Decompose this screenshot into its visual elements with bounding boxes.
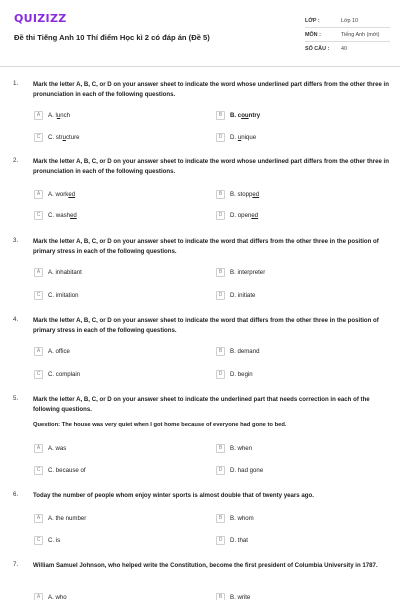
meta-row-count xyxy=(305,42,390,56)
option-text: B. interpreter xyxy=(230,268,266,276)
option-a[interactable] xyxy=(34,109,70,121)
question-number: 5. xyxy=(13,395,19,402)
meta-value: 40 xyxy=(341,46,347,52)
option-a[interactable] xyxy=(34,442,66,454)
option-text: D. that xyxy=(230,536,248,544)
option-c[interactable] xyxy=(34,368,80,380)
option-text: C. structure xyxy=(48,133,80,141)
option-b[interactable] xyxy=(216,266,265,278)
option-a[interactable] xyxy=(34,188,75,200)
option-text: B. whom xyxy=(230,514,254,522)
question-text: Mark the letter A, B, C, or D on your answer sheet to indicate the word that differs from the other three in the position of primary stress in each of the following questions. xyxy=(33,238,379,255)
question-number: 7. xyxy=(13,561,19,568)
option-letter-box: D xyxy=(216,291,225,300)
option-text: C. imitation xyxy=(48,291,79,299)
question-text: William Samuel Johnson, who helped write the Constitution, become the first president of Columbia University in 1787. xyxy=(33,562,378,569)
option-letter-box: A xyxy=(34,268,43,277)
option-text: B. write xyxy=(230,593,251,600)
question-text: Mark the letter A, B, C, or D on your answer sheet to indicate the word that differs from the other three in the position of primary stress in each of the following questions. xyxy=(33,317,379,334)
option-d[interactable] xyxy=(216,289,255,301)
option-letter-box: A xyxy=(34,514,43,523)
option-c[interactable] xyxy=(34,209,77,221)
option-b[interactable] xyxy=(216,109,260,121)
option-text: A. worked xyxy=(48,190,76,198)
option-text: B. demand xyxy=(230,347,260,355)
option-letter-box: A xyxy=(34,444,43,453)
option-d[interactable] xyxy=(216,534,248,546)
option-letter-box: C xyxy=(34,536,43,545)
option-b[interactable] xyxy=(216,345,259,357)
option-text: A. inhabitant xyxy=(48,268,82,276)
option-letter-box: C xyxy=(34,466,43,475)
option-letter-box: B xyxy=(216,268,225,277)
meta-value: Tiếng Anh (mới) xyxy=(341,31,380,38)
header-divider xyxy=(0,66,400,67)
option-letter-box: A xyxy=(34,593,43,600)
option-letter-box: B xyxy=(216,593,225,600)
option-b[interactable] xyxy=(216,512,254,524)
meta-value: Lớp 10 xyxy=(341,17,359,24)
question-number: 2. xyxy=(13,157,19,164)
option-text: B. country xyxy=(230,111,261,119)
option-a[interactable] xyxy=(34,512,86,524)
quizizz-logo: QUIZIZZ xyxy=(14,12,67,25)
option-text: A. the number xyxy=(48,514,87,522)
option-a[interactable] xyxy=(34,345,70,357)
document-header xyxy=(0,0,400,62)
question-text: Today the number of people whom enjoy winter sports is almost double that of twenty years ago. xyxy=(33,492,314,499)
option-c[interactable] xyxy=(34,534,60,546)
option-letter-box: C xyxy=(34,133,43,142)
option-c[interactable] xyxy=(34,131,80,143)
option-text: D. unique xyxy=(230,133,257,141)
meta-label: SỐ CÂU : xyxy=(305,46,330,52)
option-a[interactable] xyxy=(34,266,82,278)
option-letter-box: B xyxy=(216,190,225,199)
option-text: C. because of xyxy=(48,466,86,474)
option-text: A. lunch xyxy=(48,111,71,119)
option-d[interactable] xyxy=(216,209,258,221)
option-d[interactable] xyxy=(216,464,263,476)
question-number: 6. xyxy=(13,491,19,498)
option-letter-box: C xyxy=(34,370,43,379)
meta-label: MÔN : xyxy=(305,31,321,38)
option-letter-box: B xyxy=(216,347,225,356)
question-text: Mark the letter A, B, C, or D on your answer sheet to indicate the word whose underlined part differs from the other three in pronunciation in each of the following questions. xyxy=(33,81,389,98)
meta-label: LỚP : xyxy=(305,17,320,24)
option-text: C. washed xyxy=(48,211,77,219)
option-text: D. begin xyxy=(230,370,253,378)
option-text: C. is xyxy=(48,536,61,544)
option-letter-box: B xyxy=(216,111,225,120)
option-letter-box: D xyxy=(216,211,225,220)
option-letter-box: A xyxy=(34,111,43,120)
option-letter-box: C xyxy=(34,291,43,300)
question-number: 3. xyxy=(13,237,19,244)
meta-table xyxy=(305,14,390,56)
option-letter-box: B xyxy=(216,444,225,453)
option-letter-box: C xyxy=(34,211,43,220)
question-text: Mark the letter A, B, C, or D on your answer sheet to indicate the word whose underlined part differs from the other three in pronunciation in each of the following questions. xyxy=(33,158,389,175)
option-letter-box: A xyxy=(34,347,43,356)
option-text: C. complain xyxy=(48,370,81,378)
option-b[interactable] xyxy=(216,442,252,454)
option-letter-box: D xyxy=(216,466,225,475)
question-number: 4. xyxy=(13,316,19,323)
option-b[interactable] xyxy=(216,188,259,200)
question-number: 1. xyxy=(13,80,19,87)
meta-row-class xyxy=(305,14,390,28)
option-text: A. who xyxy=(48,593,67,600)
document-title: Đề thi Tiếng Anh 10 Thí điểm Học kì 2 có đáp án (Đề 5) xyxy=(14,33,210,42)
option-b[interactable] xyxy=(216,591,250,600)
option-text: B. when xyxy=(230,444,253,452)
option-letter-box: D xyxy=(216,133,225,142)
option-text: B. stopped xyxy=(230,190,260,198)
option-text: D. initiate xyxy=(230,291,256,299)
question-sentence: Question: The house was very quiet when I got home because of everyone had gone to bed. xyxy=(33,422,287,428)
option-text: D. opened xyxy=(230,211,259,219)
meta-row-subject xyxy=(305,28,390,42)
option-letter-box: A xyxy=(34,190,43,199)
option-letter-box: B xyxy=(216,514,225,523)
option-letter-box: D xyxy=(216,370,225,379)
option-c[interactable] xyxy=(34,464,86,476)
option-d[interactable] xyxy=(216,131,256,143)
option-letter-box: D xyxy=(216,536,225,545)
option-a[interactable] xyxy=(34,591,67,600)
option-text: D. had gone xyxy=(230,466,264,474)
option-text: A. was xyxy=(48,444,67,452)
option-c[interactable] xyxy=(34,289,78,301)
question-text: Mark the letter A, B, C, or D on your answer sheet to indicate the underlined part that needs correction in each of the following questions. xyxy=(33,396,370,413)
option-d[interactable] xyxy=(216,368,253,380)
option-text: A. office xyxy=(48,347,70,355)
